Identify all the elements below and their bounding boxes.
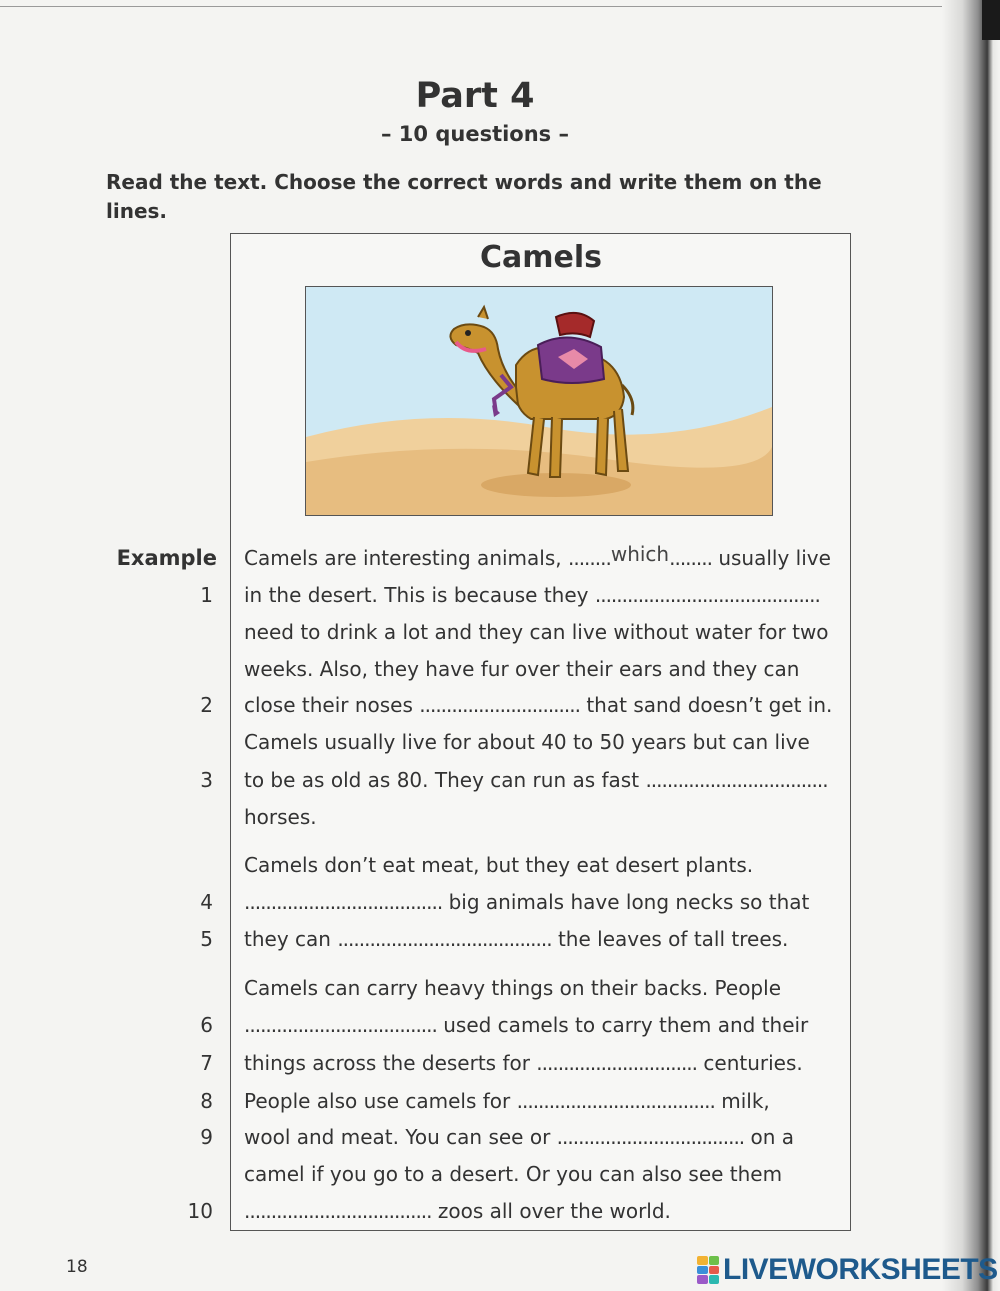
box-title: Camels xyxy=(479,240,602,275)
question-number: 10 xyxy=(187,1199,213,1223)
line-text: close their noses xyxy=(244,693,420,717)
text-line xyxy=(244,1199,671,1223)
text-line xyxy=(244,1125,794,1149)
answer-blank[interactable]: ........ xyxy=(567,546,611,570)
answer-blank[interactable]: ................................... xyxy=(556,1125,745,1149)
answer-blank[interactable]: .............................. xyxy=(536,1051,698,1075)
question-number: 6 xyxy=(200,1013,213,1037)
line-text: camel if you go to a desert. Or you can also see them xyxy=(244,1162,783,1186)
text-line xyxy=(244,1051,803,1075)
line-text: zoos all over the world. xyxy=(431,1199,671,1223)
answer-blank[interactable]: .............................. xyxy=(419,693,580,717)
example-label: Example xyxy=(116,546,217,570)
answer-blank[interactable]: ................................... xyxy=(244,1199,432,1223)
text-line xyxy=(244,853,753,877)
text-line xyxy=(244,890,809,914)
book-spine-edge xyxy=(982,0,1000,40)
question-number: 3 xyxy=(200,768,213,792)
camel-illustration xyxy=(306,287,772,515)
logo-grid-icon xyxy=(697,1256,719,1284)
text-line xyxy=(244,730,810,754)
question-number: 2 xyxy=(200,693,213,717)
handwritten-answer: which xyxy=(610,542,670,566)
text-line xyxy=(244,657,799,681)
line-text: big animals have long necks so that xyxy=(442,890,810,914)
answer-blank[interactable]: .......................................... xyxy=(594,583,820,607)
question-number: 5 xyxy=(200,927,213,951)
line-text: Camels can carry heavy things on their backs. People xyxy=(244,976,781,1000)
line-text: Camels don’t eat meat, but they eat desert plants. xyxy=(244,853,754,877)
question-number: 1 xyxy=(200,583,213,607)
line-text: wool and meat. You can see or xyxy=(244,1125,557,1149)
text-line xyxy=(244,805,317,829)
text-line xyxy=(244,542,831,570)
answer-blank[interactable]: ..................................... xyxy=(516,1089,715,1113)
text-line xyxy=(244,768,828,792)
line-text: need to drink a lot and they can live without water for two xyxy=(244,620,829,644)
line-text: that sand doesn’t get in. xyxy=(579,693,833,717)
text-line xyxy=(244,1089,770,1113)
line-text: things across the deserts for xyxy=(244,1051,537,1075)
line-text: milk, xyxy=(714,1089,770,1113)
line-text: horses. xyxy=(244,805,317,829)
question-number: 8 xyxy=(200,1089,213,1113)
line-text: in the desert. This is because they xyxy=(244,583,595,607)
page-title: Part 4 xyxy=(415,76,535,116)
text-line xyxy=(244,583,820,607)
answer-blank[interactable]: ........ xyxy=(669,546,712,570)
answer-blank[interactable]: .................................. xyxy=(645,768,828,792)
text-line xyxy=(244,620,829,644)
line-text: used camels to carry them and their xyxy=(436,1013,809,1037)
page-top-rule xyxy=(0,6,950,7)
text-line xyxy=(244,927,788,951)
line-text: on a xyxy=(744,1125,795,1149)
text-line xyxy=(244,1162,782,1186)
line-text: People also use camels for xyxy=(244,1089,517,1113)
line-text: they can xyxy=(244,927,338,951)
answer-blank[interactable]: ..................................... xyxy=(244,890,443,914)
answer-blank[interactable]: ........................................ xyxy=(337,927,552,951)
question-number: 4 xyxy=(200,890,213,914)
text-line xyxy=(244,976,781,1000)
text-line xyxy=(244,693,832,717)
line-text: to be as old as 80. They can run as fast xyxy=(244,768,646,792)
line-text: the leaves of tall trees. xyxy=(551,927,789,951)
line-text: Camels usually live for about 40 to 50 years but can live xyxy=(244,730,810,754)
text-line xyxy=(244,1013,808,1037)
line-text: Camels are interesting animals, xyxy=(244,546,568,570)
liveworksheets-logo xyxy=(697,1253,998,1287)
book-spine-shadow xyxy=(942,0,1000,1291)
instructions: Read the text. Choose the correct words and write them on the lines. xyxy=(106,170,822,223)
question-number: 9 xyxy=(200,1125,213,1149)
camel-picture xyxy=(305,286,773,516)
page-number: 18 xyxy=(66,1257,88,1277)
line-text: centuries. xyxy=(697,1051,803,1075)
answer-blank[interactable]: .................................... xyxy=(244,1013,437,1037)
line-text: usually live xyxy=(711,546,831,570)
question-number: 7 xyxy=(200,1051,213,1075)
page-subtitle: – 10 questions – xyxy=(381,122,569,146)
line-text: weeks. Also, they have fur over their ears and they can xyxy=(244,657,800,681)
logo-text: LIVEWORKSHEETS xyxy=(723,1253,998,1286)
